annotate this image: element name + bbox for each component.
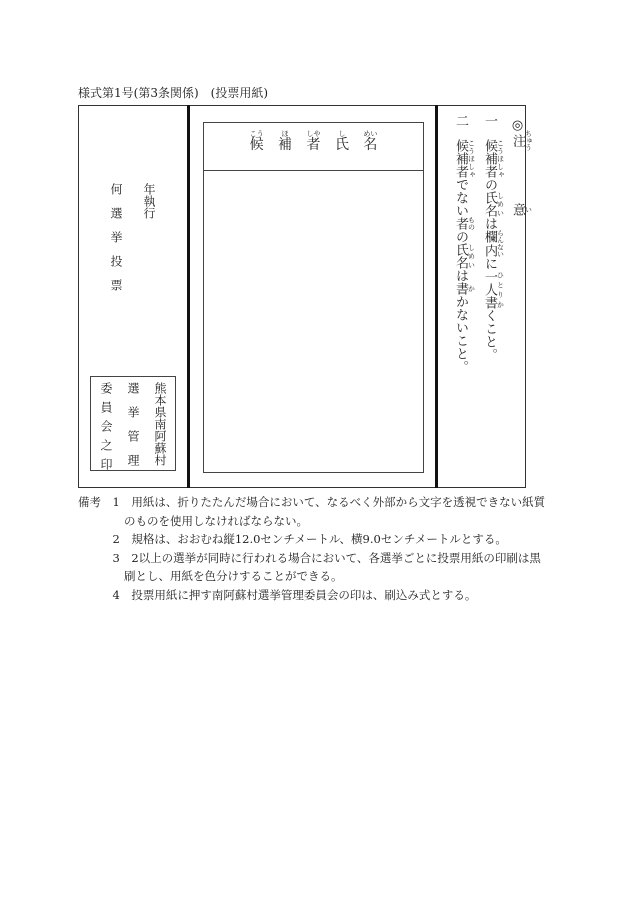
remark-line: 備考 1 用紙は、折りたたんだ場合において、なるべく外部から文字を透視できない紙質: [78, 495, 546, 509]
candidate-name-header: 候こう 補ほ 者しや 氏し 名めい: [249, 130, 378, 153]
candidate-name-field[interactable]: [204, 171, 423, 472]
remarks: [78, 493, 545, 604]
note-item-2: 二候補者 こうほしゃでない者 ものの氏名 しめいは書 かかないこと。: [453, 114, 476, 373]
form-title: 様式第1号(第3条関係) (投票用紙): [78, 86, 268, 100]
remark-line: 4 投票用紙に押す南阿蘇村選挙管理委員会の印は、刷込み式とする。: [78, 587, 477, 602]
remark-line: 刷とし、用紙を色分けすることができる。: [78, 569, 343, 583]
note-item-1: 一候補者 こうほしゃの氏名 しめいは欄内 らんないに一人書 ひとりかくこと。: [482, 114, 505, 361]
remark-line: のものを使用しなければならない。: [78, 513, 308, 528]
seal-line-3: 委員会之印: [99, 382, 113, 477]
remark-line: 3 2以上の選挙が同時に行われる場合において、各選挙ごとに投票用紙の印刷は黒: [78, 550, 541, 565]
notice-heading: ◎注 ちゅう意 い: [510, 118, 533, 216]
fold-line-right: [435, 105, 438, 488]
seal-line-1: 熊本県南阿蘇村: [153, 382, 167, 466]
election-name: 何選挙投票: [109, 183, 123, 303]
remark-line: 2 規格は、おおむね縦12.0センチメートル、横9.0センチメートルとする。: [78, 532, 507, 546]
fold-line-left: [187, 105, 190, 488]
seal-line-2: 選挙管理: [126, 382, 140, 478]
execution-label: 年執行: [142, 183, 156, 219]
